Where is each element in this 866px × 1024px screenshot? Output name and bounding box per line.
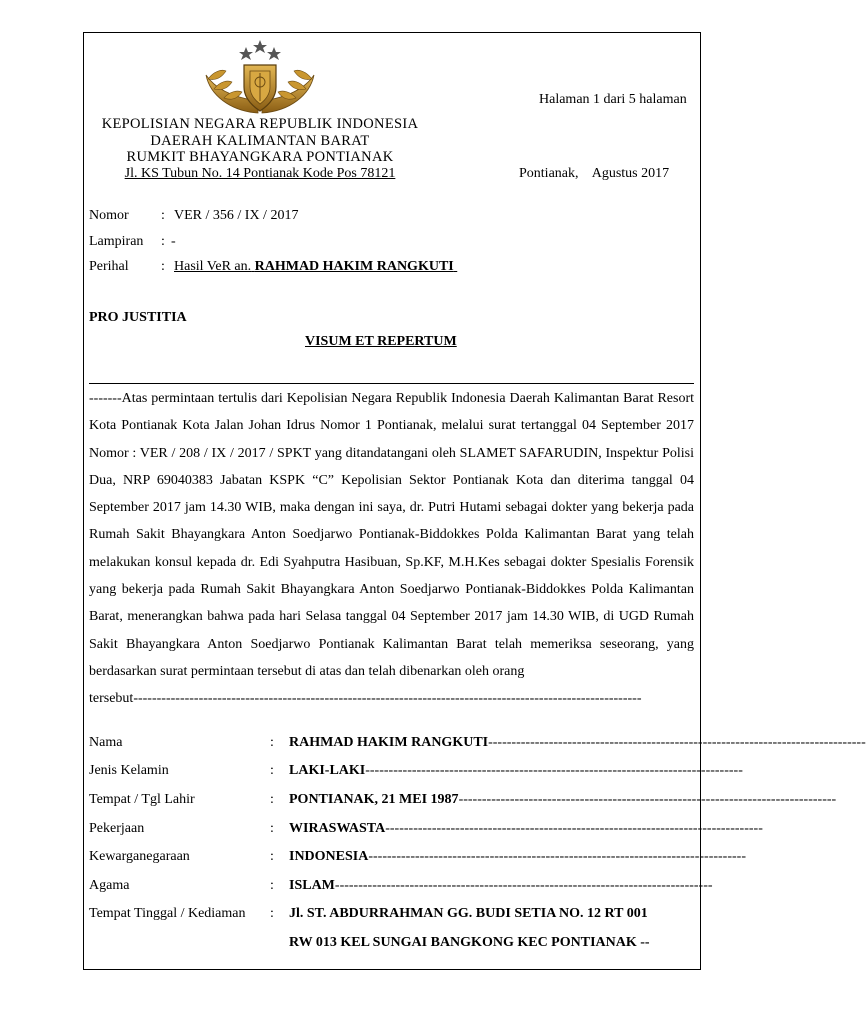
perihal-prefix: Hasil VeR an.: [174, 259, 252, 274]
nama-value: [289, 735, 866, 751]
kewarganegaraan-value: [289, 849, 746, 865]
agama-filler: ---------------------------------------------------------------------------------: [334, 878, 713, 893]
nama-text: RAHMAD HAKIM RANGKUTI: [289, 735, 489, 750]
jenis-kelamin-text: LAKI-LAKI: [289, 763, 366, 778]
agama-label: Agama: [89, 878, 130, 893]
nomor-value: VER / 356 / IX / 2017: [174, 208, 299, 223]
kewarganegaraan-filler: ---------------------------------------------------------------------------------: [368, 849, 746, 864]
letterhead-line-3: RUMKIT BHAYANGKARA PONTIANAK: [126, 149, 394, 165]
identity-row-tempat-tinggal-cont: [89, 935, 694, 955]
star-icon: [239, 47, 253, 60]
agama-text: ISLAM: [289, 878, 335, 893]
pekerjaan-value: [289, 821, 763, 837]
star-icon: [267, 47, 281, 60]
identity-row-tempat-tinggal: [89, 906, 694, 926]
identity-row-agama: [89, 878, 713, 898]
page-number-info: Halaman 1 dari 5 halaman: [539, 92, 687, 107]
star-icon: [253, 40, 267, 53]
divider-line: [89, 383, 694, 384]
kewarganegaraan-colon: :: [270, 849, 274, 864]
body-paragraph: [89, 385, 694, 713]
identity-row-nama: [89, 735, 866, 755]
jenis-kelamin-value: [289, 763, 743, 779]
identity-row-kewarganegaraan: [89, 849, 746, 869]
ttl-text: PONTIANAK, 21 MEI 1987: [289, 792, 459, 807]
agama-value: [289, 878, 713, 894]
jenis-kelamin-label: Jenis Kelamin: [89, 763, 169, 778]
letterhead-address: Jl. KS Tubun No. 14 Pontianak Kode Pos 78121: [124, 166, 396, 181]
agama-colon: :: [270, 878, 274, 893]
tempat-tinggal-label: Tempat Tinggal / Kediaman: [89, 906, 246, 921]
jenis-kelamin-colon: :: [270, 763, 274, 778]
kewarganegaraan-text: INDONESIA: [289, 849, 369, 864]
pro-justitia-heading: PRO JUSTITIA: [89, 310, 187, 325]
letterhead-line-2: DAERAH KALIMANTAN BARAT: [150, 133, 370, 149]
lampiran-colon: :: [161, 234, 165, 249]
ttl-colon: :: [270, 792, 274, 807]
perihal-value: [174, 259, 457, 275]
pekerjaan-label: Pekerjaan: [89, 821, 145, 836]
ttl-filler: ---------------------------------------------------------------------------------: [458, 792, 837, 807]
identity-row-ttl: [89, 792, 837, 812]
pekerjaan-text: WIRASWASTA: [289, 821, 386, 836]
nomor-label: Nomor: [89, 208, 129, 223]
ttl-label: Tempat / Tgl Lahir: [89, 792, 195, 807]
place-date: Pontianak, Agustus 2017: [519, 166, 670, 181]
identity-row-jenis-kelamin: [89, 763, 743, 783]
nama-colon: :: [270, 735, 274, 750]
ttl-value: [289, 792, 837, 808]
tempat-tinggal-value-line1: Jl. ST. ABDURRAHMAN GG. BUDI SETIA NO. 12 RT 001: [289, 906, 648, 921]
pekerjaan-filler: ---------------------------------------------------------------------------------: [385, 821, 763, 836]
police-emblem-logo: [200, 35, 320, 115]
lampiran-label: Lampiran: [89, 234, 144, 249]
letterhead-line-1: KEPOLISIAN NEGARA REPUBLIK INDONESIA: [101, 116, 419, 132]
document-title: VISUM ET REPERTUM: [305, 334, 457, 349]
body-paragraph-text: -------Atas permintaan tertulis dari Kepolisian Negara Republik Indonesia Daerah Kalimantan Barat Resort Kota Pontianak Kota Jalan Johan Idrus Nomor 1 Pontianak, melalui surat tertanggal 04 September 2017 Nomor : VER / 208 / IX / 2017 / SPKT yang ditandatangani oleh SLAMET SAFARUDIN, Inspektur Polisi Dua, NRP 69040383 Jabatan KSPK “C” Kepolisian Sektor Pontianak Kota dan diterima tanggal 04 September 2017 jam 14.30 WIB, maka dengan ini saya, dr. Putri Hutami sebagai dokter yang bekerja pada Rumah Sakit Bhayangkara Anton Soedjarwo Pontianak-Biddokkes Polda Kalimantan Barat yang telah melakukan konsul kepada dr. Edi Syahputra Hasibuan, Sp.KF, M.H.Kes sebagai dokter Spesialis Forensik yang bekerja pada Rumah Sakit Bhayangkara Anton Soedjarwo Pontianak-Biddokkes Polda Kalimantan Barat, menerangkan bahwa pada hari Selasa tanggal 04 September 2017 jam 14.30 WIB, di UGD Rumah Sakit Bhayangkara Anton Soedjarwo Pontianak Kalimantan Barat telah memeriksa seseorang, yang berdasarkan surat permintaan tersebut di atas dan telah dibenarkan oleh orang: [89, 391, 694, 679]
perihal-name: RAHMAD HAKIM RANGKUTI: [254, 259, 454, 274]
jenis-kelamin-filler: ---------------------------------------------------------------------------------: [365, 763, 743, 778]
tempat-tinggal-value-line2: RW 013 KEL SUNGAI BANGKONG KEC PONTIANAK --: [289, 935, 650, 950]
pekerjaan-colon: :: [270, 821, 274, 836]
perihal-colon: :: [161, 259, 165, 274]
perihal-label: Perihal: [89, 259, 129, 274]
nama-filler: ---------------------------------------------------------------------------------: [488, 735, 866, 750]
lampiran-value: -: [171, 234, 176, 249]
nomor-colon: :: [161, 208, 165, 223]
identity-row-pekerjaan: [89, 821, 763, 841]
nama-label: Nama: [89, 735, 123, 750]
tempat-tinggal-colon: :: [270, 906, 274, 921]
kewarganegaraan-label: Kewarganegaraan: [89, 849, 190, 864]
body-paragraph-last-line: tersebut-------------------------------------------------------------------------------------------------------------: [89, 691, 642, 707]
